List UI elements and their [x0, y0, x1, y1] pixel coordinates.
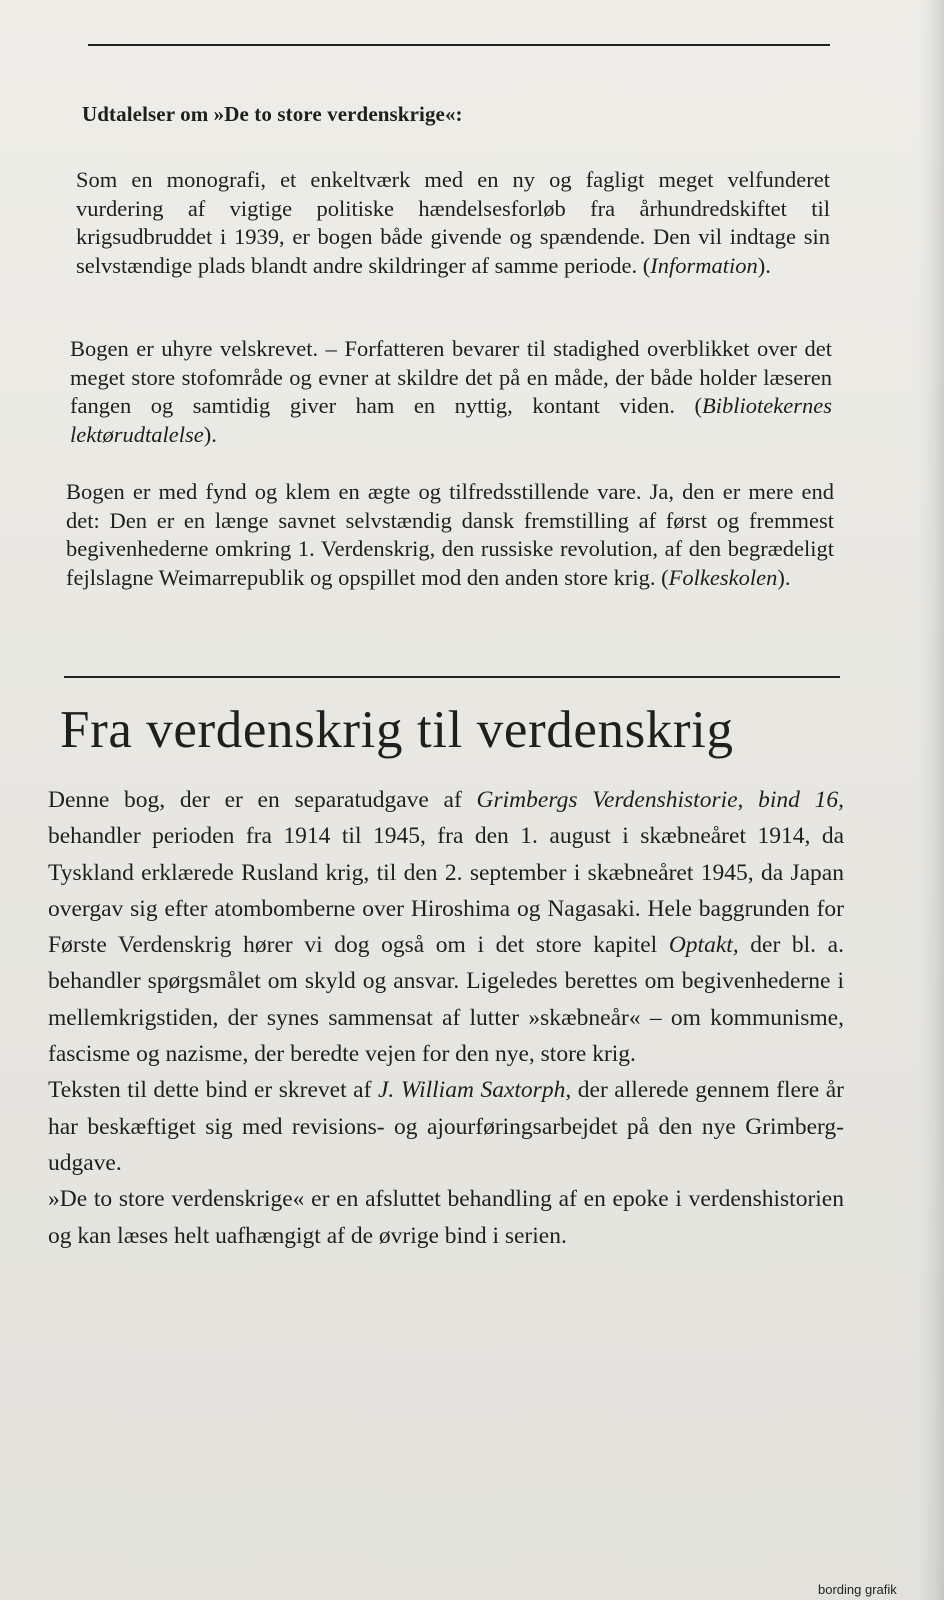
printer-imprint: bording grafik [818, 1582, 897, 1597]
top-rule [88, 44, 830, 46]
review-quote-folkeskolen [66, 478, 834, 592]
text-span: behandler perioden fra 1914 til 1945, fra den 1. august i skæbneåret 1914, da Tyskland erklærede Rusland krig, til den 2. september i skæbneåret 1945, da Japan overgav sig efter atombomberne over Hiroshima og Nagasaki. Hele baggrunden for Første Verdenskrig hører vi dog også om i det store kapitel [48, 823, 844, 959]
review-quote-information [76, 166, 830, 280]
text-span: der allerede gennem flere år har beskæftiget sig med revisions- og ajourføringsarbejdet på den nye Grimberg-udgave. [48, 1077, 844, 1176]
text-span: Denne bog, der er en separatudgave af [48, 787, 477, 813]
chapter-name: Optakt, [668, 932, 739, 959]
middle-rule [64, 676, 840, 678]
page-edge-shadow [918, 0, 944, 1600]
book-description [48, 782, 844, 1254]
description-paragraph-1 [48, 782, 844, 1072]
quote-source: Information [650, 252, 758, 278]
quote-text: Bogen er uhyre velskrevet. – Forfatteren bevarer til stadighed overblikket over det meget store stofområde og evner at skildre det på en måde, der både holder læseren fangen og samtidig giver ham en nyttig, kontant viden. ( [70, 336, 832, 419]
quote-tail: ). [777, 564, 791, 590]
review-quote-bibliotekerne [70, 335, 832, 449]
quote-source: Folkeskolen [668, 564, 778, 590]
book-title: Fra verdenskrig til verdenskrig [60, 701, 734, 759]
author-name: J. William Saxtorph, [377, 1077, 572, 1104]
text-span: der bl. a. behandler spørgsmålet om skyld og ansvar. Ligeledes berettes om begivenhederne i mellemkrigstiden, der synes sammensat af lutter »skæbneår« – om kommunisme, fascisme og nazisme, der beredte vejen for den nye, store krig. [48, 932, 844, 1068]
quote-text: Bogen er med fynd og klem en ægte og tilfredsstillende vare. Ja, den er mere end det: Den er en længe savnet selvstændig dansk fremstilling af først og fremmest begivenhederne omkring 1. Verdenskrig, den russiske revolution, af den begrædeligt fejlslagne Weimarrepublik og opspillet mod den anden store krig. ( [66, 479, 834, 590]
quote-tail: ). [203, 421, 217, 447]
quote-source: Bibliotekernes lektørudtalelse [70, 393, 832, 447]
series-name: Grimbergs Verdenshistorie, bind 16, [476, 787, 844, 813]
text-span: Teksten til dette bind er skrevet af [48, 1077, 378, 1104]
description-paragraph-3: »De to store verdenskrige« er en afsluttet behandling af en epoke i verdenshistorien og kan læses helt uafhængigt af de øvrige bind i serien. [48, 1186, 844, 1249]
quotes-heading: Udtalelser om »De to store verdenskrige«: [82, 102, 463, 126]
quote-text: Som en monografi, et enkeltværk med en ny og fagligt meget velfunderet vurdering af vigtige politiske hændelsesforløb fra århundredskiftet til krigsudbruddet i 1939, er bogen både givende og spændende. Den vil indtage sin selvstændige plads blandt andre skildringer af samme periode. ( [76, 167, 830, 278]
quote-tail: ). [757, 252, 771, 278]
description-paragraph-2 [48, 1072, 844, 1181]
